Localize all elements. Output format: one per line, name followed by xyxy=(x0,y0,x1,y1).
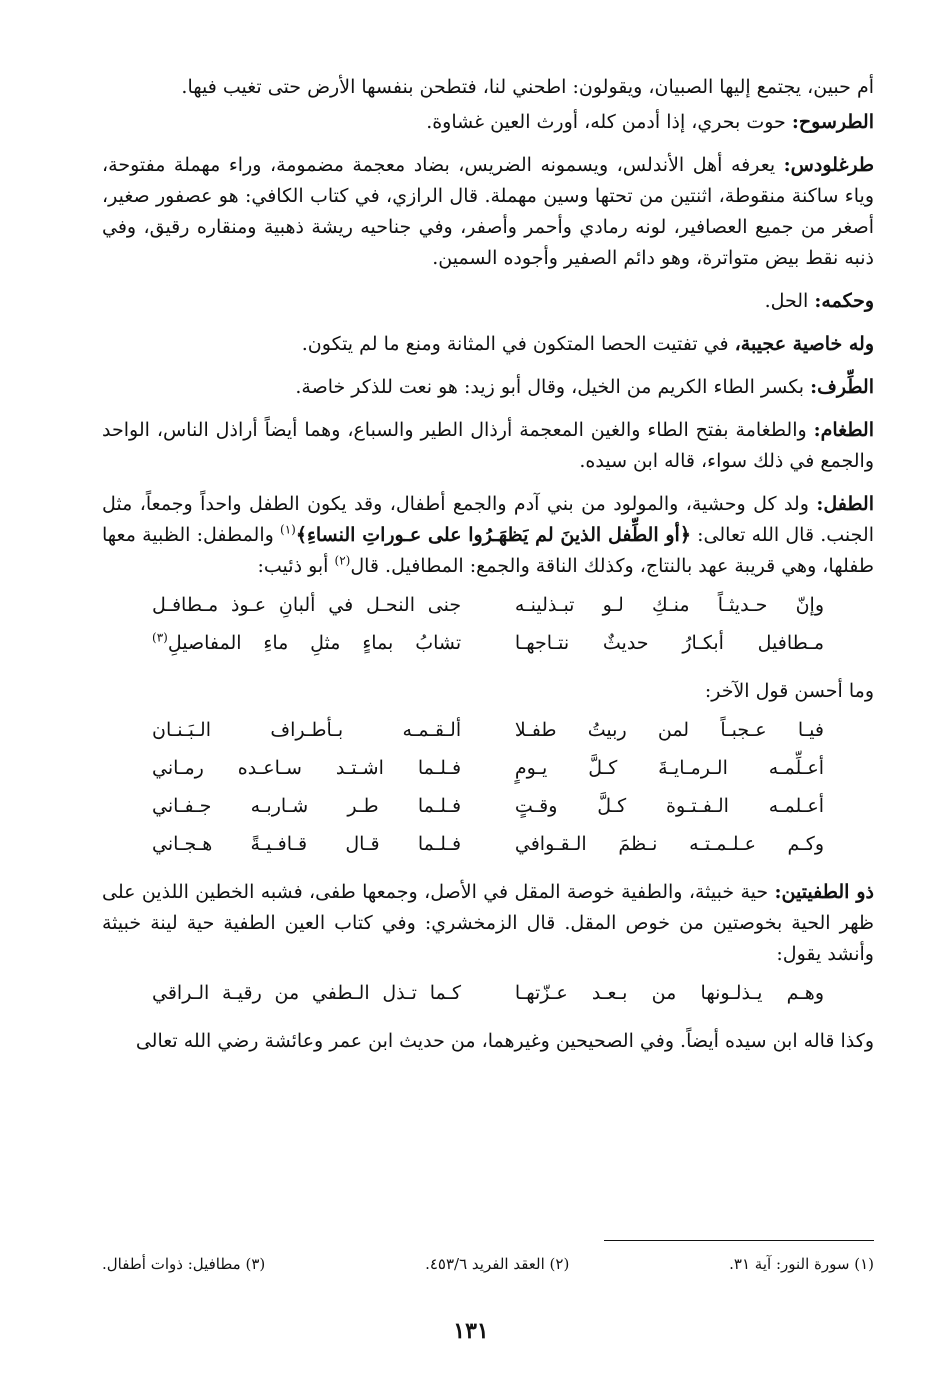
entry-text: ولد كل وحشية، والمولود من بني آدم والجمع أطفال، وقد يكون الطفل واحداً وجمعاً، مثل الجنب. قال الله تعالى: xyxy=(102,493,874,546)
entry-text: الحل. xyxy=(764,290,815,312)
poem-abu-dhuayb xyxy=(102,586,874,662)
verse-second-hemistich: فـلـما اشـتـد سـاعـده رمـاني xyxy=(152,757,462,779)
entry-term: طرغلودس: xyxy=(783,154,874,176)
entry-targhlodas xyxy=(102,150,874,274)
verse-second-hemistich: ألـقـمـه بـأطـراف الـبَـنـان xyxy=(152,719,462,741)
paragraph-text: أم حبين، يجتمع إليها الصبيان، ويقولون: اطحني لنا، فتطحن بنفسها الأرض حتى تغيب فيها. xyxy=(181,76,874,98)
entry-term: وحكمه: xyxy=(814,290,874,312)
verse-second-hemistich: فـلـما قـال قـافـيـةً هـجـاني xyxy=(152,833,462,855)
entry-text: والطغامة بفتح الطاء والغين المعجمة أرذال الطير والسباع، وهما أيضاً أراذل الناس، الواحد والجمع في ذلك سواء، قاله ابن سيده. xyxy=(102,419,874,472)
verse-line xyxy=(102,624,874,662)
paragraph-intro xyxy=(102,72,874,103)
verse-second-hemistich: كـما تـذل الـطفي من رقيـة الـراقي xyxy=(152,982,462,1004)
verse-first-hemistich: أعـلمـه الـفـتـوة كـلَّ وقـتٍ xyxy=(514,795,824,817)
verse-first-hemistich: فيـا عـجبـاً لمن ربيتُ طفـلا xyxy=(514,719,824,741)
entry-text: حية خبيثة، والطفية خوصة المقل في الأصل، وجمعها طفى، فشبه الخطين اللذين على ظهر الحية بخوصتين من خوص المقل. قال الزمخشري: وفي كتاب العين الطفية حية لينة خبيثة وأنشد يقول: xyxy=(102,881,874,965)
footnote-ref-1: (١) xyxy=(280,522,296,537)
verse-line xyxy=(102,787,874,825)
entry-term: وله خاصية عجيبة، xyxy=(734,333,874,355)
poem-other xyxy=(102,711,874,863)
entry-term: الطِّرف: xyxy=(810,376,874,398)
paragraph-intro-poem xyxy=(102,676,874,707)
entry-term: الطفل: xyxy=(816,493,874,515)
footnote-ref-3: (٣) xyxy=(152,630,168,645)
entry-altirf xyxy=(102,372,874,403)
verse-text: تشابُ بماءٍ مثلِ ماءِ المفاصيلِ xyxy=(167,632,462,654)
verse-first-hemistich: وكـم عـلـمـتـه نـظمَ الـقـوافي xyxy=(514,833,824,855)
verse-first-hemistich: وإنّ حـديثـاً منـكِ لـو تبـذلينـه xyxy=(514,594,824,616)
paragraph-text: وما أحسن قول الآخر: xyxy=(704,680,874,702)
verse-second-hemistich: فـلـما طـر شـاربـه جـفـاني xyxy=(152,795,462,817)
entry-altarsouh xyxy=(102,107,874,138)
footnote-1: (١) سورة النور: آية ٣١. xyxy=(729,1255,874,1273)
entry-altagham xyxy=(102,415,874,477)
verse-line xyxy=(102,974,874,1012)
entry-term: الطرسوح: xyxy=(791,111,874,133)
entry-text: بكسر الطاء الكريم من الخيل، وقال أبو زيد: هو نعت للذكر خاصة. xyxy=(295,376,811,398)
entry-hukmuhu xyxy=(102,286,874,317)
entry-altifl xyxy=(102,489,874,582)
quran-quote: ﴿أو الطِّفل الذينَ لم يَظهَـرُوا على عـوراتِ النساءِ﴾ xyxy=(295,524,691,546)
verse-first-hemistich: أعـلِّمـه الـرمـايـةَ كـلَّ يـومٍ xyxy=(514,757,824,779)
verse-line xyxy=(102,749,874,787)
verse-line xyxy=(102,711,874,749)
footnote-2: (٢) العقد الفريد ٤٥٣/٦. xyxy=(425,1255,570,1273)
entry-text: يعرفه أهل الأندلس، ويسمونه الضريس، بضاد معجمة مضمومة، وراء مهملة مفتوحة، وياء ساكنة منقوطة، اثنتين من تحتها وسين مهملة. قال الرازي، في كتاب الكافي: هو عصفور صغير، أصغر من جميع العصافير، لونه رمادي وأحمر وأصفر، وفي جناحيه ريشة ذهبية ومنقاره رقيق، وفي ذنبه نقط بيض متواترة، وهو دائم الصفير وأجوده السمين. xyxy=(102,154,874,269)
paragraph-continuation xyxy=(102,1026,874,1057)
verse-first-hemistich: مـطافيل أبكـارُ حديثٌ نتـاجهـا xyxy=(514,632,824,654)
footnote-separator xyxy=(604,1240,874,1241)
footnotes xyxy=(102,1255,874,1273)
verse-first-hemistich: وهـم يـذلـونها من بـعـد عـزّتهـا xyxy=(514,982,824,1004)
verse-second-hemistich xyxy=(152,624,461,662)
verse-second-hemistich: جنى النحـل في ألبانِ عـوذ مـطافـل xyxy=(152,594,462,616)
entry-text: أبو ذئيب: xyxy=(257,555,335,577)
entry-khassiya xyxy=(102,329,874,360)
entry-term: ذو الطفيتين: xyxy=(774,881,874,903)
verse-line xyxy=(102,586,874,624)
entry-text: في تفتيت الحصا المتكون في المثانة ومنع ما لم يتكون. xyxy=(301,333,735,355)
page-number: ١٣١ xyxy=(453,1318,489,1344)
footnote-ref-2: (٢) xyxy=(334,553,351,568)
verse-line xyxy=(102,825,874,863)
entry-text: والمطفل: الظبية معها طفلها، وهي قريبة عهد بالنتاج، وكذلك الناقة والجمع: المطافيل. قال xyxy=(102,524,874,577)
entry-term: الطغام: xyxy=(813,419,874,441)
entry-dhu-altufyatayn xyxy=(102,877,874,970)
footnote-3: (٣) مطافيل: ذوات أطفال. xyxy=(102,1255,266,1273)
entry-text: حوت بحري، إذا أدمن كله، أورث العين غشاوة. xyxy=(426,111,792,133)
poem-tufya xyxy=(102,974,874,1012)
paragraph-text: وكذا قاله ابن سيده أيضاً. وفي الصحيحين وغيرهما، من حديث ابن عمر وعائشة رضي الله تعالى xyxy=(135,1030,874,1052)
